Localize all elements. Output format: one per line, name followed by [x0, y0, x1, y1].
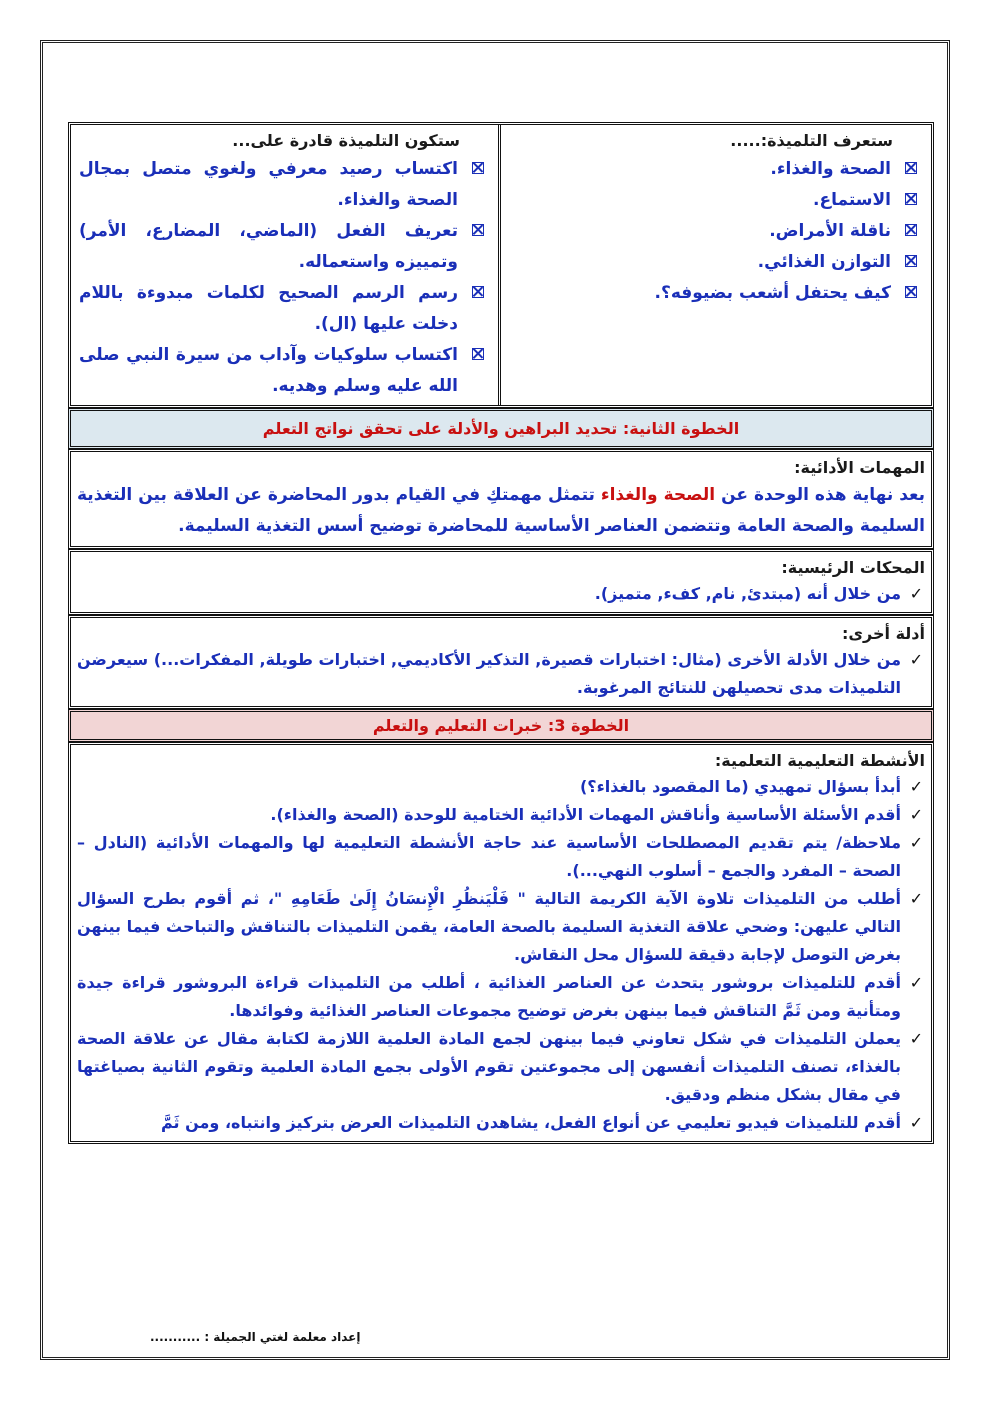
list-item-text: كيف يحتفل أشعب بضيوفه؟.: [654, 283, 891, 303]
list-item-text: أطلب من التلميذات تلاوة الآية الكريمة التالية " فَلْيَنظُرِ الْإِنسَانُ إِلَىٰ طَعَامِهِ "، ثم أقوم بطرح السؤال التالي عليهن: وضحي علاقة التغذية السليمة بالصحة العامة، يقمن التلميذات بالتناقش والتباحث فيما بينهن بغرض التوصل لإجابة دقيقة للسؤال محل النقاش.: [77, 889, 901, 964]
checkbox-icon: [472, 286, 484, 298]
list-item: [77, 885, 925, 969]
list-item: [77, 773, 925, 801]
checkbox-icon: [905, 162, 917, 174]
list-item: [79, 216, 490, 278]
will-know-title: ستعرف التلميذة:.....: [730, 131, 893, 150]
list-item-text: أقدم الأسئلة الأساسية وأناقش المهمات الأدائية الختامية للوحدة (الصحة والغذاء).: [270, 805, 901, 824]
list-item: [77, 1025, 925, 1109]
text-part: بعد نهاية هذه الوحدة عن: [715, 485, 925, 505]
will-know-column: [501, 125, 931, 405]
activities-section: [68, 742, 934, 1144]
list-item-text: التوازن الغذائي.: [757, 252, 891, 272]
activities-list: [77, 773, 925, 1137]
list-item: [509, 216, 923, 247]
checkbox-icon: [905, 286, 917, 298]
other-evidence-title: أدلة أخرى:: [841, 624, 925, 643]
will-be-able-title: ستكون التلميذة قادرة على...: [232, 131, 460, 150]
checkbox-icon: [472, 348, 484, 360]
checkmark-icon: ✓: [909, 889, 923, 908]
list-item: [79, 154, 490, 216]
list-item-text: أبدأ بسؤال تمهيدي (ما المقصود بالغذاء؟): [579, 777, 901, 796]
list-item-text: من خلال الأدلة الأخرى (مثال: اختبارات قصيرة, التذكير الأكاديمي, اختبارات طويلة, المفكرات...) سيعرضن التلميذات مدى تحصيلهن للنتائج المرغوبة.: [77, 650, 901, 697]
checkmark-icon: ✓: [909, 973, 923, 992]
list-item: [79, 340, 490, 402]
list-item-text: ناقلة الأمراض.: [769, 221, 891, 241]
list-item-text: ملاحظة/ يتم تقديم المصطلحات الأساسية عند حاجة الأنشطة التعليمية لها والمهمات الأدائية (النادل – الصحة – المفرد والجمع – أسلوب النهي...).: [77, 833, 901, 880]
list-item-text: أقدم للتلميذات بروشور يتحدث عن العناصر الغذائية ، أطلب من التلميذات قراءة البروشور قراءة جيدة ومتأنية ومن ثَمَّ التناقش فيما بينهن بغرض توضيح مجموعات العناصر الغذائية وفوائدها.: [77, 973, 901, 1020]
checkbox-icon: [472, 162, 484, 174]
list-item-text: الصحة والغذاء.: [770, 159, 891, 179]
list-item: [509, 247, 923, 278]
goals-table: [68, 122, 934, 408]
checkmark-icon: ✓: [909, 1113, 923, 1132]
other-evidence-list: [77, 646, 925, 702]
list-item: [79, 278, 490, 340]
performance-tasks-text: [77, 480, 925, 542]
list-item-text: تعريف الفعل (الماضي، المضارع، الأمر) وتمييزه واستعماله.: [79, 221, 458, 272]
step-three-header: الخطوة 3: خبرات التعليم والتعلم: [68, 709, 934, 742]
checkmark-icon: ✓: [909, 584, 923, 603]
list-item-text: يعملن التلميذات في شكل تعاوني فيما بينهن لجمع المادة العلمية اللازمة لكتابة مقال عن علاقة الصحة بالغذاء، تصنف التلميذات أنفسهن إلى مجموعتين تقوم الأولى بجمع المادة العلمية وتقوم الثانية بصياغتها في مقال بشكل منظم ودقيق.: [77, 1029, 901, 1104]
text-part: تتمثل مهمتكِ في القيام بدور المحاضرة عن العلاقة بين التغذية السليمة والصحة العامة وتتضمن العناصر الأساسية للمحاضرة توضيح أسس التغذية السليمة.: [77, 485, 925, 536]
checkmark-icon: ✓: [909, 777, 923, 796]
checkbox-icon: [905, 255, 917, 267]
will-be-able-column: [71, 125, 501, 405]
checkmark-icon: ✓: [909, 1029, 923, 1048]
list-item: [77, 646, 925, 702]
checkbox-icon: [905, 193, 917, 205]
list-item-text: من خلال أنه (مبتدئ, نام, كفء, متميز).: [594, 584, 901, 603]
list-item: [509, 278, 923, 309]
checkbox-icon: [472, 224, 484, 236]
checkmark-icon: ✓: [909, 805, 923, 824]
list-item: [77, 969, 925, 1025]
activities-title: الأنشطة التعليمية التعلمية:: [714, 751, 925, 770]
list-item: [509, 185, 923, 216]
criteria-title: المحكات الرئيسية:: [781, 558, 925, 577]
list-item: [77, 829, 925, 885]
checkmark-icon: ✓: [909, 650, 923, 669]
list-item-text: أقدم للتلميذات فيديو تعليمي عن أنواع الفعل، يشاهدن التلميذات العرض بتركيز وانتباه، ومن ثَمَّ: [161, 1113, 901, 1132]
step-two-header: الخطوة الثانية: تحديد البراهين والأدلة على تحقق نواتج التعلم: [68, 408, 934, 449]
list-item-text: الاستماع.: [813, 190, 891, 210]
lesson-plan: [68, 122, 934, 1144]
will-be-able-list: [79, 154, 490, 402]
list-item: [77, 580, 925, 608]
checkbox-icon: [905, 224, 917, 236]
list-item-text: رسم الرسم الصحيح لكلمات مبدوءة باللام دخلت عليها (ال).: [79, 283, 458, 334]
list-item-text: اكتساب رصيد معرفي ولغوي متصل بمجال الصحة والغذاء.: [79, 159, 458, 210]
performance-tasks-title: المهمات الأدائية:: [794, 458, 925, 477]
will-know-list: [509, 154, 923, 309]
unit-name: الصحة والغذاء: [600, 485, 716, 505]
checkmark-icon: ✓: [909, 833, 923, 852]
other-evidence-section: [68, 615, 934, 709]
list-item: [77, 1109, 925, 1137]
criteria-list: [77, 580, 925, 608]
criteria-section: [68, 549, 934, 615]
list-item: [509, 154, 923, 185]
performance-tasks-section: [68, 449, 934, 549]
list-item-text: اكتساب سلوكيات وآداب من سيرة النبي صلى الله عليه وسلم وهديه.: [79, 345, 458, 396]
footer-credit: إعداد معلمة لغتي الجميلة : ...........: [150, 1330, 361, 1344]
list-item: [77, 801, 925, 829]
